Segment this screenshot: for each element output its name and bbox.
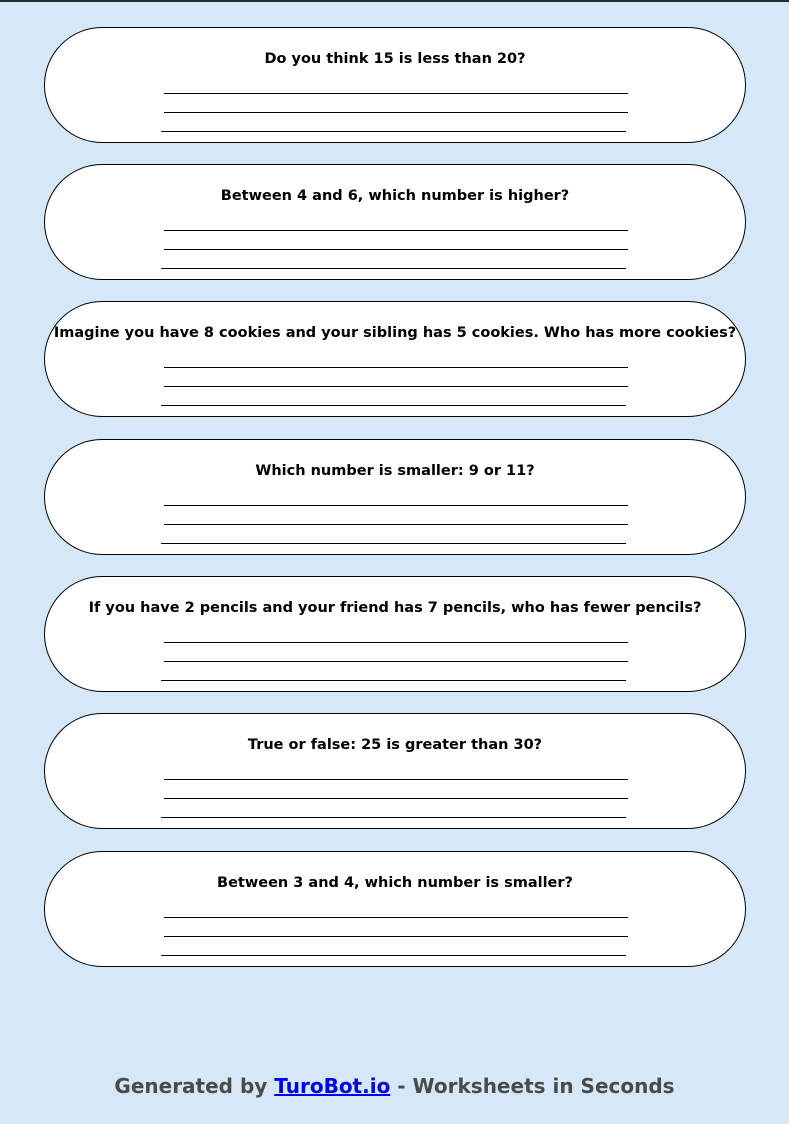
question-text: Do you think 15 is less than 20? — [264, 51, 526, 67]
answer-line[interactable] — [164, 779, 628, 780]
answer-line[interactable] — [164, 505, 628, 506]
answer-line[interactable] — [164, 112, 628, 113]
footer — [0, 1073, 789, 1099]
question-text: Which number is smaller: 9 or 11? — [255, 463, 535, 479]
question-text: If you have 2 pencils and your friend has 7 pencils, who has fewer pencils? — [88, 600, 702, 616]
question-card-5 — [44, 576, 746, 692]
question-text: Between 4 and 6, which number is higher? — [220, 188, 570, 204]
answer-line[interactable] — [164, 936, 628, 937]
answer-line[interactable] — [161, 543, 626, 544]
question-card-2 — [44, 164, 746, 280]
answer-line[interactable] — [164, 798, 628, 799]
question-card-7 — [44, 851, 746, 967]
question-card-4 — [44, 439, 746, 555]
answer-line[interactable] — [161, 405, 626, 406]
answer-line[interactable] — [164, 230, 628, 231]
question-text: Between 3 and 4, which number is smaller? — [217, 875, 573, 891]
footer-suffix: - Worksheets in Seconds — [390, 1074, 675, 1098]
question-text: True or false: 25 is greater than 30? — [247, 737, 543, 753]
answer-line[interactable] — [161, 131, 626, 132]
question-card-3 — [44, 301, 746, 417]
answer-line[interactable] — [161, 268, 626, 269]
question-text: Imagine you have 8 cookies and your sibling has 5 cookies. Who has more cookies? — [53, 325, 737, 341]
question-card-6 — [44, 713, 746, 829]
answer-line[interactable] — [164, 386, 628, 387]
answer-line[interactable] — [164, 524, 628, 525]
answer-line[interactable] — [161, 955, 626, 956]
answer-line[interactable] — [161, 680, 626, 681]
answer-line[interactable] — [164, 917, 628, 918]
turobot-link[interactable]: TuroBot.io — [274, 1074, 391, 1098]
answer-line[interactable] — [164, 661, 628, 662]
answer-line[interactable] — [164, 93, 628, 94]
top-border — [0, 0, 789, 2]
answer-line[interactable] — [164, 367, 628, 368]
answer-line[interactable] — [164, 249, 628, 250]
answer-line[interactable] — [164, 642, 628, 643]
question-card-1 — [44, 27, 746, 143]
footer-prefix: Generated by — [114, 1074, 275, 1098]
answer-line[interactable] — [161, 817, 626, 818]
